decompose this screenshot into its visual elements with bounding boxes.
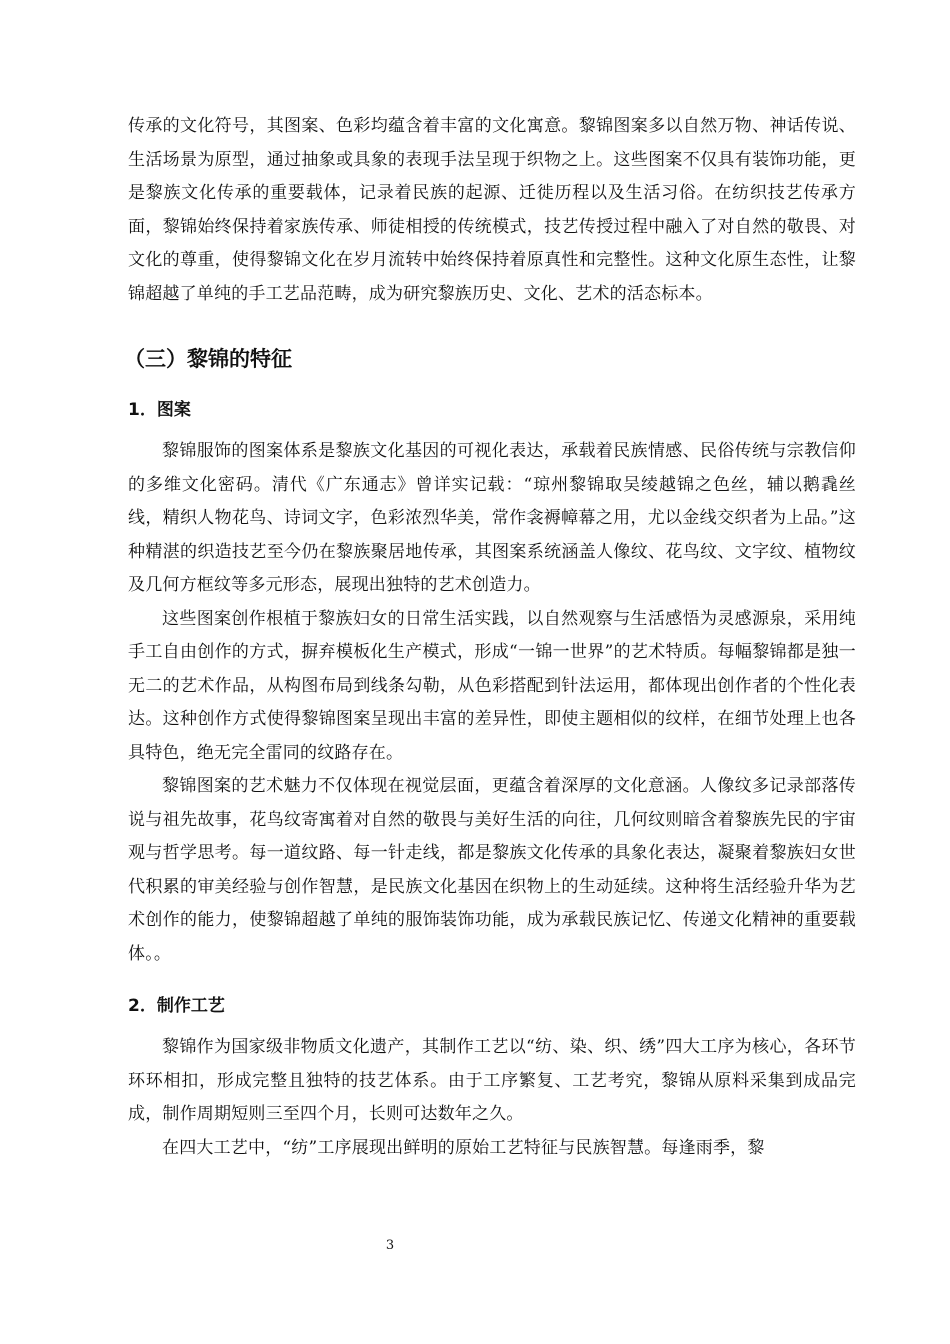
paragraph: 这些图案创作根植于黎族妇女的日常生活实践，以自然观察与生活感悟为灵感源泉，采用纯手工自由创作的方式，摒弃模板化生产模式，形成“一锦一世界”的艺术特质。每幅黎锦都是独一无二的艺术作品，从构图布局到线条勾勒，从色彩搭配到针法运用，都体现出创作者的个性化表达。这种创作方式使得黎锦图案呈现出丰富的差异性，即使主题相似的纹样，在细节处理上也各具特色，绝无完全雷同的纹路存在。: [128, 608, 856, 763]
section-heading: （三）黎锦的特征: [124, 347, 292, 371]
paragraph: 黎锦图案的艺术魅力不仅体现在视觉层面，更蕴含着深厚的文化意涵。人像纹多记录部落传说与祖先故事，花鸟纹寄寓着对自然的敬畏与美好生活的向往，几何纹则暗含着黎族先民的宇宙观与哲学思考。每一道纹路、每一针走线，都是黎族文化传承的具象化表达，凝聚着黎族妇女世代积累的审美经验与创作智慧，是民族文化基因在织物上的生动延续。这种将生活经验升华为艺术创作的能力，使黎锦超越了单纯的服饰装饰功能，成为承载民族记忆、传递文化精神的重要载体。。: [128, 776, 856, 964]
subsection-heading-pattern: 1．图案: [128, 400, 191, 420]
page-content: [124, 110, 856, 1165]
paragraph: 黎锦作为国家级非物质文化遗产，其制作工艺以“纺、染、织、绣”四大工序为核心，各环节环环相扣，形成完整且独特的技艺体系。由于工序繁复、工艺考究，黎锦从原料采集到成品完成，制作周期短则三至四个月，长则可达数年之久。: [128, 1037, 856, 1124]
paragraph: 在四大工艺中，“纺”工序展现出鲜明的原始工艺特征与民族智慧。每逢雨季，黎: [162, 1137, 765, 1158]
page-number: 3: [385, 1238, 395, 1253]
continuation-paragraph: 传承的文化符号，其图案、色彩均蕴含着丰富的文化寓意。黎锦图案多以自然万物、神话传说、生活场景为原型，通过抽象或具象的表现手法呈现于织物之上。这些图案不仅具有装饰功能，更是黎族文化传承的重要载体，记录着民族的起源、迁徙历程以及生活习俗。在纺织技艺传承方面，黎锦始终保持着家族传承、师徒相授的传统模式，技艺传授过程中融入了对自然的敬畏、对文化的尊重，使得黎锦文化在岁月流转中始终保持着原真性和完整性。这种文化原生态性，让黎锦超越了单纯的手工艺品范畴，成为研究黎族历史、文化、艺术的活态标本。: [128, 116, 856, 304]
paragraph: 黎锦服饰的图案体系是黎族文化基因的可视化表达，承载着民族情感、民俗传统与宗教信仰的多维文化密码。清代《广东通志》曾详实记载：“琼州黎锦取吴绫越锦之色丝，辅以鹅毳丝线，精织人物花鸟、诗词文字，色彩浓烈华美，常作衾褥幛幕之用，尤以金线交织者为上品。”这种精湛的织造技艺至今仍在黎族聚居地传承，其图案系统涵盖人像纹、花鸟纹、文字纹、植物纹及几何方框纹等多元形态，展现出独特的艺术创造力。: [128, 441, 856, 595]
subsection-heading-craft: 2．制作工艺: [128, 996, 225, 1016]
